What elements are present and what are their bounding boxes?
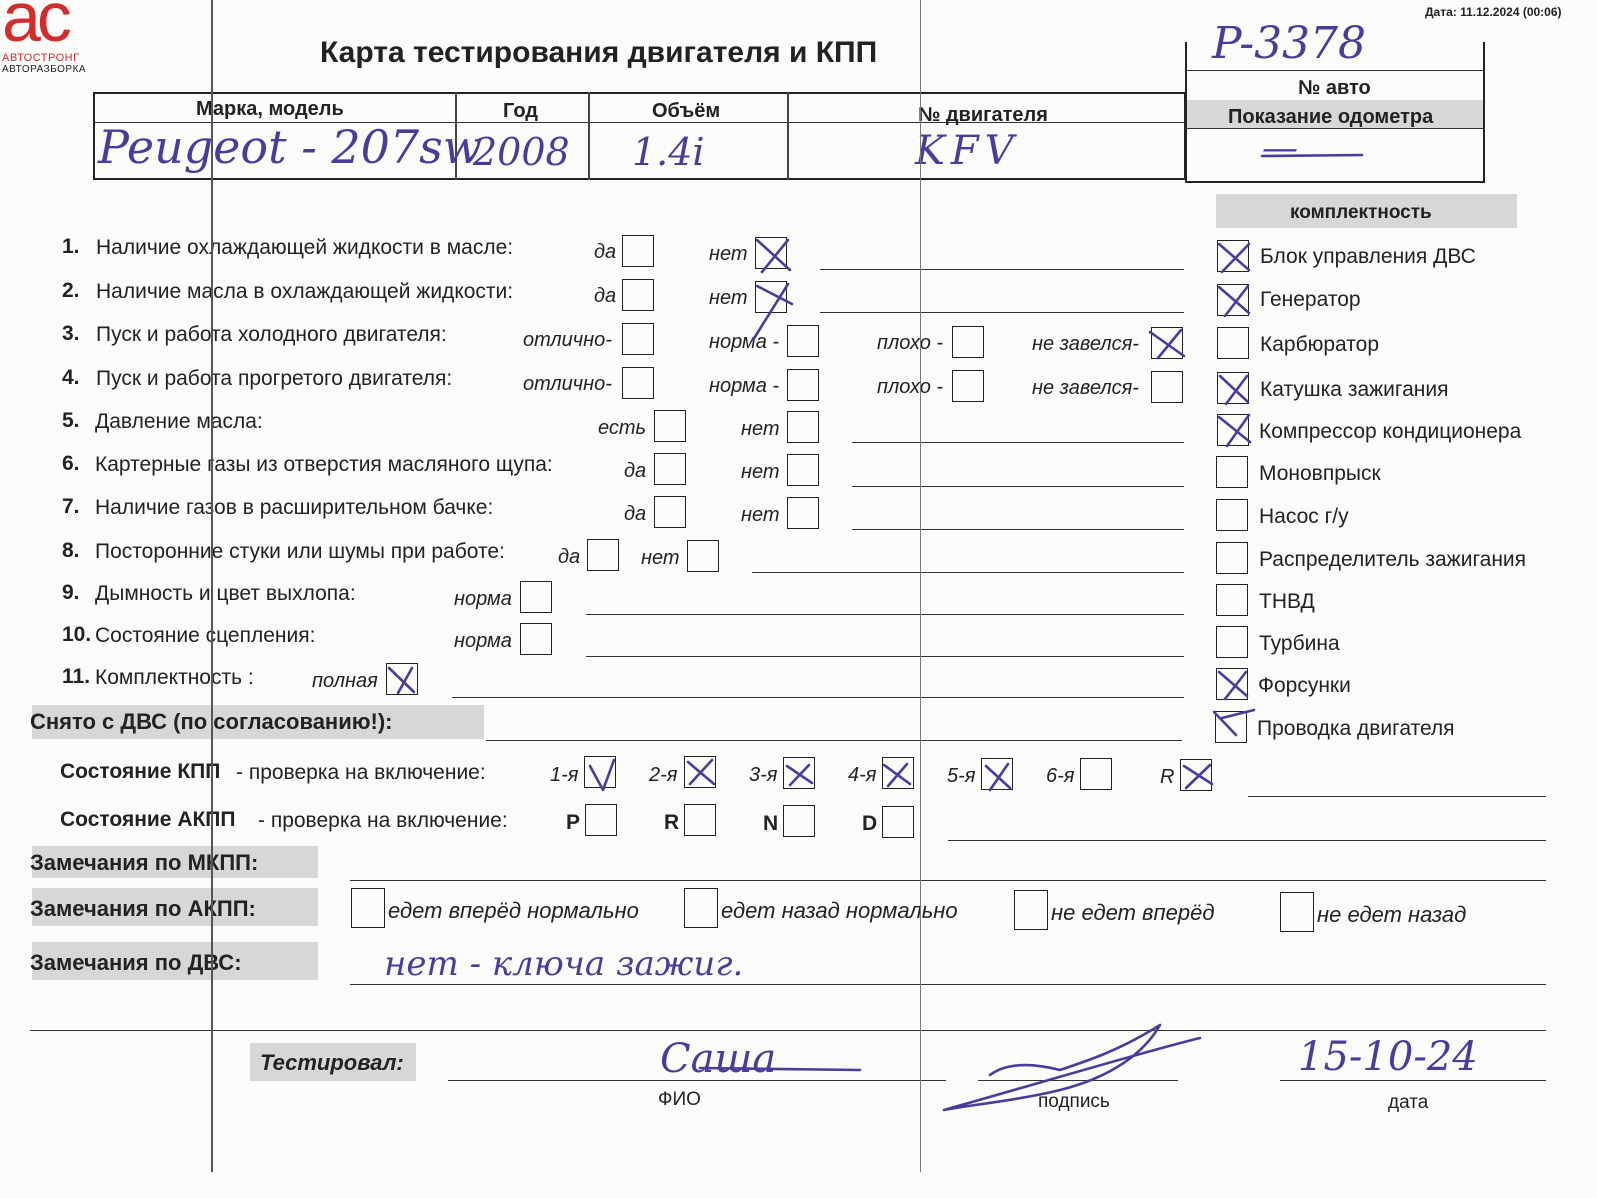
q8-no-label: нет [641, 547, 680, 569]
q3-bad-checkbox[interactable] [952, 326, 984, 358]
q6-no-checkbox[interactable] [787, 454, 819, 486]
logo-line1: АВТОСТРОНГ [2, 52, 80, 64]
q4-num: 4. [62, 366, 80, 389]
akpp-no-backward-checkbox[interactable] [1280, 892, 1314, 932]
akpp-label-bold: Состояние АКПП [60, 808, 236, 831]
q9-normal-checkbox[interactable] [520, 581, 552, 613]
completeness-checkbox-distributor[interactable] [1216, 542, 1248, 574]
q3-bad-label: плохо - [877, 332, 944, 354]
engine-value: KFV [915, 128, 1020, 174]
q3-label: Пуск и работа холодного двигателя: [96, 323, 447, 346]
date-value: 15-10-24 [1298, 1034, 1478, 1080]
fio-value: Саша [660, 1036, 777, 1082]
q3-excellent-label: отлично- [523, 329, 612, 351]
q10-num: 10. [62, 623, 92, 646]
q2-no-checkbox[interactable] [755, 281, 787, 313]
akpp-r-checkbox[interactable] [684, 804, 716, 836]
kpp-label-bold: Состояние КПП [60, 760, 221, 783]
q7-label: Наличие газов в расширительном бачке: [95, 496, 494, 519]
q10-label: Состояние сцепления: [95, 624, 316, 647]
gear-4-checkbox[interactable] [882, 757, 914, 789]
gear-3-checkbox[interactable] [783, 757, 815, 789]
akpp-forward-ok-label: едет вперёд нормально [388, 898, 639, 923]
akpp-d-checkbox[interactable] [882, 806, 914, 838]
completeness-label-ignition-coil: Катушка зажигания [1260, 378, 1449, 401]
completeness-label-distributor: Распределитель зажигания [1259, 548, 1527, 571]
q6-no-label: нет [741, 461, 780, 483]
akpp-no-forward-checkbox[interactable] [1014, 890, 1048, 930]
q2-yes-checkbox[interactable] [622, 279, 654, 311]
gear-6-checkbox[interactable] [1080, 758, 1112, 790]
completeness-label-injection-pump: ТНВД [1259, 590, 1315, 613]
q7-no-checkbox[interactable] [787, 497, 819, 529]
q3-normal-label: норма - [709, 331, 780, 353]
gear-6-label: 6-я [1046, 765, 1075, 787]
q1-yes-label: да [594, 241, 617, 263]
completeness-checkbox-ac-compressor[interactable] [1217, 414, 1249, 446]
akpp-forward-ok-checkbox[interactable] [351, 888, 385, 928]
q8-no-checkbox[interactable] [687, 540, 719, 572]
gear-4-label: 4-я [848, 764, 877, 786]
q7-no-label: нет [741, 504, 780, 526]
volume-value: 1.4i [632, 130, 705, 174]
gear-3-label: 3-я [749, 764, 778, 786]
q3-excellent-checkbox[interactable] [622, 323, 654, 355]
gear-r-label: R [1160, 766, 1175, 788]
q8-label: Посторонние стуки или шумы при работе: [95, 540, 505, 563]
q6-yes-checkbox[interactable] [654, 453, 686, 485]
gear-2-label: 2-я [649, 764, 678, 786]
akpp-n-label: N [763, 812, 779, 835]
gear-1-checkbox[interactable] [584, 756, 616, 788]
mkpp-remarks-label: Замечания по МКПП: [30, 850, 259, 875]
brand-label: Марка, модель [196, 98, 344, 120]
q4-excellent-label: отлично- [523, 373, 612, 395]
completeness-checkbox-carburetor[interactable] [1217, 327, 1249, 359]
q3-not-started-checkbox[interactable] [1151, 327, 1183, 359]
date-stamp: Дата: 11.12.2024 (00:06) [1425, 5, 1562, 19]
completeness-checkbox-ps-pump[interactable] [1216, 499, 1248, 531]
q11-num: 11. [62, 665, 91, 688]
completeness-label-mono-injection: Моновпрыск [1259, 462, 1381, 485]
q2-num: 2. [62, 279, 80, 302]
car-no-label: № авто [1298, 77, 1371, 99]
q2-label: Наличие масла в охлаждающей жидкости: [96, 280, 514, 303]
q3-normal-checkbox[interactable] [787, 325, 819, 357]
q1-no-label: нет [709, 243, 748, 265]
gear-5-label: 5-я [947, 765, 976, 787]
q1-num: 1. [62, 235, 80, 258]
logo-line2: АВТОРАЗБОРКА [2, 64, 87, 75]
completeness-label-carburetor: Карбюратор [1260, 333, 1380, 356]
gear-2-checkbox[interactable] [684, 756, 716, 788]
fio-label: ФИО [658, 1089, 701, 1110]
kpp-label-rest: - проверка на включение: [236, 761, 486, 784]
q5-no-label: нет [741, 418, 780, 440]
q6-num: 6. [62, 452, 80, 475]
dvs-remarks-label: Замечания по ДВС: [30, 950, 242, 975]
akpp-backward-ok-label: едет назад нормально [721, 898, 958, 923]
scan-line-left [211, 0, 213, 1172]
q5-label: Давление масла: [95, 410, 263, 433]
q4-not-started-checkbox[interactable] [1151, 371, 1183, 403]
q5-present-label: есть [598, 417, 647, 439]
q9-normal-label: норма [454, 588, 512, 610]
completeness-label-generator: Генератор [1260, 288, 1361, 311]
completeness-checkbox-ignition-coil[interactable] [1217, 372, 1249, 404]
completeness-checkbox-mono-injection[interactable] [1216, 456, 1248, 488]
date-label: дата [1388, 1092, 1429, 1113]
q11-full-label: полная [312, 670, 378, 692]
q4-excellent-checkbox[interactable] [622, 367, 654, 399]
gear-1-label: 1-я [550, 764, 579, 786]
akpp-p-checkbox[interactable] [585, 804, 617, 836]
q11-label: Комплектность : [95, 666, 254, 689]
brand-value: Peugeot - 207sw [98, 120, 483, 174]
q5-no-checkbox[interactable] [787, 411, 819, 443]
completeness-checkbox-generator[interactable] [1217, 284, 1249, 316]
q10-normal-checkbox[interactable] [520, 623, 552, 655]
q1-label: Наличие охлаждающей жидкости в масле: [96, 236, 514, 259]
completeness-checkbox-turbo[interactable] [1216, 626, 1248, 658]
signature-label: подпись [1038, 1091, 1110, 1112]
completeness-label-turbo: Турбина [1259, 632, 1340, 655]
q4-label: Пуск и работа прогретого двигателя: [96, 367, 453, 390]
completeness-label-ps-pump: Насос г/у [1259, 505, 1349, 528]
company-logo [0, 0, 105, 75]
completeness-label-injectors: Форсунки [1258, 674, 1351, 697]
q5-num: 5. [62, 409, 80, 432]
akpp-r-label: R [664, 811, 680, 834]
volume-label: Объём [652, 100, 721, 122]
q10-normal-label: норма [454, 630, 512, 652]
q8-yes-checkbox[interactable] [587, 539, 619, 571]
odometer-value: — [1262, 128, 1298, 169]
completeness-checkbox-injectors[interactable] [1216, 668, 1248, 700]
completeness-checkbox-wiring[interactable] [1215, 711, 1247, 743]
scan-line-middle [920, 0, 921, 1172]
q3-not-started-label: не завелся- [1032, 333, 1139, 355]
akpp-remarks-label: Замечания по АКПП: [30, 896, 256, 921]
q4-bad-label: плохо - [877, 376, 944, 398]
q6-yes-label: да [624, 460, 647, 482]
removed-label: Снято с ДВС (по согласованию!): [30, 709, 393, 734]
akpp-backward-ok-checkbox[interactable] [684, 888, 718, 928]
q8-num: 8. [62, 539, 80, 562]
completeness-checkbox-injection-pump[interactable] [1216, 584, 1248, 616]
gear-r-checkbox[interactable] [1180, 759, 1212, 791]
q1-yes-checkbox[interactable] [622, 235, 654, 267]
tested-label: Тестировал: [260, 1050, 404, 1075]
gear-5-checkbox[interactable] [981, 758, 1013, 790]
q4-not-started-label: не завелся- [1032, 377, 1139, 399]
q3-num: 3. [62, 322, 80, 345]
q8-yes-label: да [558, 546, 581, 568]
akpp-n-checkbox[interactable] [783, 805, 815, 837]
completeness-heading: комплектность [1290, 202, 1432, 223]
engine-label: № двигателя [918, 104, 1048, 126]
akpp-no-backward-label: не едет назад [1317, 902, 1467, 927]
stock-number: P-3378 [1212, 18, 1367, 69]
q9-num: 9. [62, 581, 80, 604]
akpp-label-rest: - проверка на включение: [258, 809, 508, 832]
dvs-remarks-value: нет - ключа зажиг. [384, 944, 744, 984]
q7-yes-label: да [624, 503, 647, 525]
akpp-no-forward-label: не едет вперёд [1051, 900, 1215, 925]
q6-label: Картерные газы из отверстия масляного щупа: [95, 453, 553, 476]
q4-normal-label: норма - [709, 375, 780, 397]
q5-present-checkbox[interactable] [654, 410, 686, 442]
q11-full-checkbox[interactable] [386, 663, 418, 695]
q7-num: 7. [62, 495, 80, 518]
q4-bad-checkbox[interactable] [952, 370, 984, 402]
year-label: Год [503, 100, 538, 122]
akpp-d-label: D [862, 812, 878, 835]
akpp-p-label: P [566, 811, 581, 834]
q9-label: Дымность и цвет выхлопа: [95, 582, 356, 605]
q2-no-label: нет [709, 287, 748, 309]
completeness-checkbox-ecu[interactable] [1217, 240, 1249, 272]
q7-yes-checkbox[interactable] [654, 496, 686, 528]
page-title: Карта тестирования двигателя и КПП [320, 36, 878, 69]
completeness-label-wiring: Проводка двигателя [1257, 717, 1455, 740]
completeness-label-ecu: Блок управления ДВС [1260, 245, 1476, 268]
year-value: 2008 [473, 130, 570, 174]
q2-yes-label: да [594, 285, 617, 307]
q1-no-checkbox[interactable] [755, 237, 787, 269]
logo-letters: ac [2, 0, 68, 56]
completeness-label-ac-compressor: Компрессор кондиционера [1259, 420, 1522, 443]
odometer-label: Показание одометра [1228, 106, 1434, 128]
q4-normal-checkbox[interactable] [787, 369, 819, 401]
